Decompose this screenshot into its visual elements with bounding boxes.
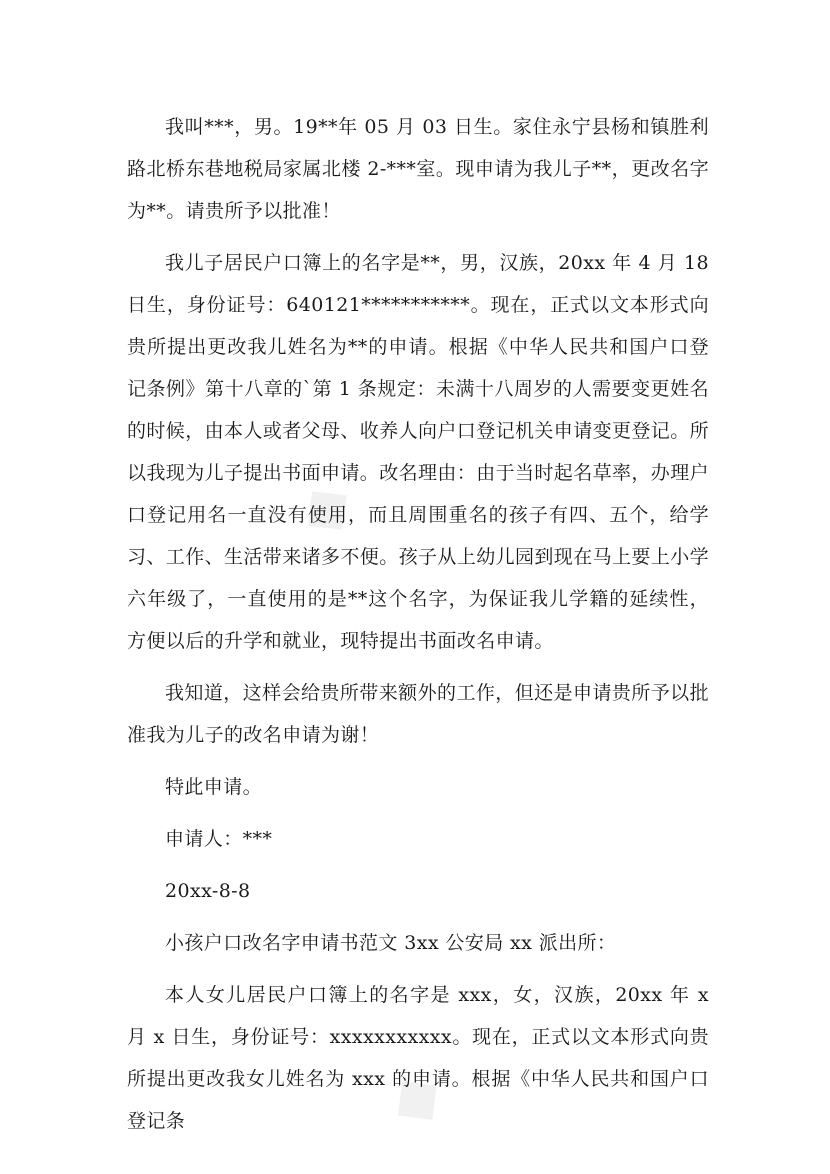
watermark: ◆ <box>372 1052 457 1142</box>
paragraph-date: 20xx-8-8 <box>165 880 251 902</box>
paragraph-thanks: 我知道，这样会给贵所带来额外的工作，但还是申请贵所予以批准我为儿子的改名申请为谢！ <box>127 682 709 746</box>
watermark: ◆ <box>282 462 367 552</box>
paragraph-daughter-details: 本人女儿居民户口簿上的名字是 xxx，女，汉族，20xx 年 x 月 x 日生，身份证号：xxxxxxxxxxx。现在，正式以文本形式向贵所提出更改我女儿姓名为 xxx 的申请。根据《中华人民共和国户口登记条 <box>127 984 709 1132</box>
paragraph-sample-title: 小孩户口改名字申请书范文 3xx 公安局 xx 派出所： <box>165 932 617 954</box>
paragraph-applicant: 申请人：*** <box>165 828 273 850</box>
document-body <box>127 106 709 1142</box>
paragraph-closing: 特此申请。 <box>165 776 263 798</box>
paragraph-son-details: 我儿子居民户口簿上的名字是**，男，汉族，20xx 年 4 月 18 日生，身份证号：640121***********。现在，正式以文本形式向贵所提出更改我儿姓名为**的申请。根据《中华人民共和国户口登记条例》第十八章的`第 1 条规定：未满十八周岁的人需要变更姓名的时候，由本人或者父母、收养人向户口登记机关申请变更登记。所以我现为儿子提出书面申请。改名理由：由于当时起名草率，办理户口登记用名一直没有使用，而且周围重名的孩子有四、五个，给学习、工作、生活带来诸多不便。孩子从上幼儿园到现在马上要上小学六年级了，一直使用的是**这个名字，为保证我儿学籍的延续性，方便以后的升学和就业，现特提出书面改名申请。 <box>127 252 710 652</box>
paragraph-intro: 我叫***，男。19**年 05 月 03 日生。家住永宁县杨和镇胜利路北桥东巷地税局家属北楼 2-***室。现申请为我儿子**，更改名字为**。请贵所予以批准！ <box>127 116 709 222</box>
